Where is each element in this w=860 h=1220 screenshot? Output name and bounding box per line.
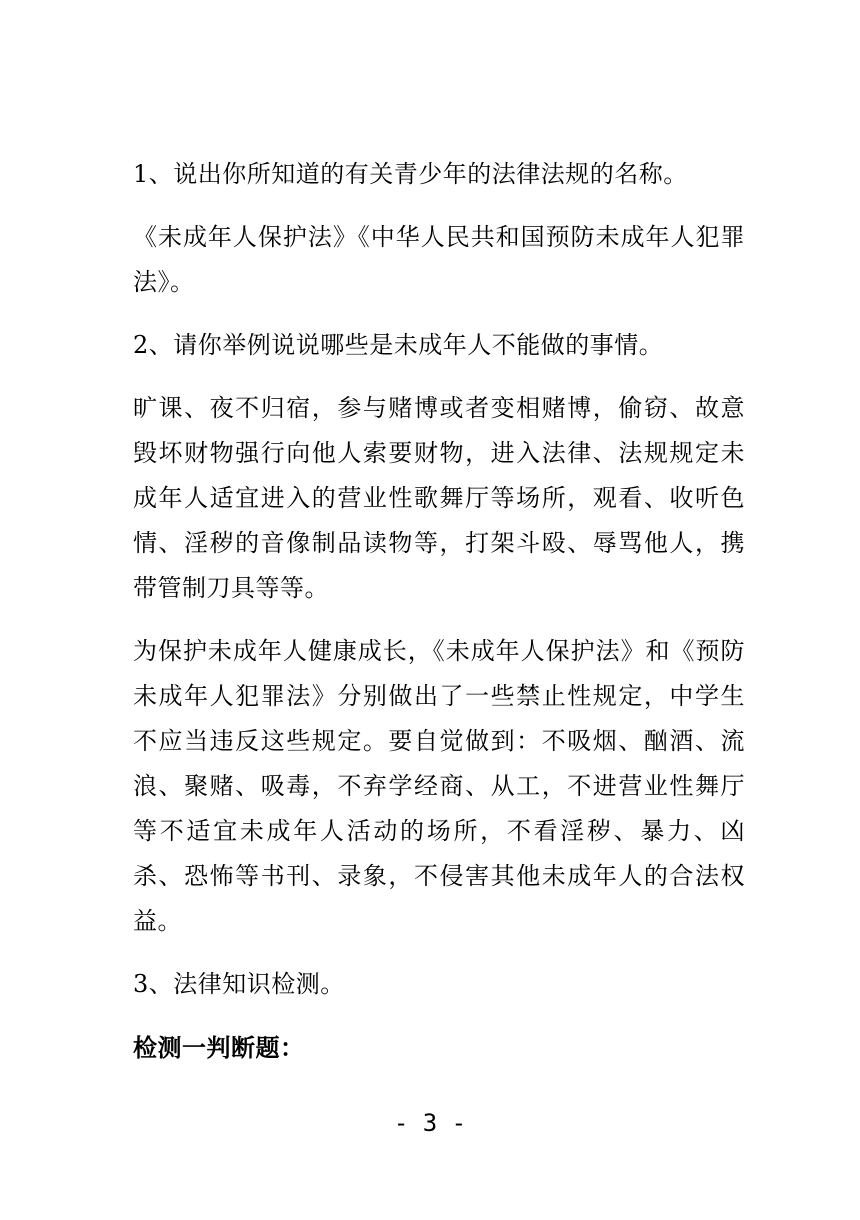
question-3: 3、法律知识检测。 bbox=[133, 970, 345, 998]
document-body bbox=[133, 152, 745, 1088]
answer-1: 《未成年人保护法》《中华人民共和国预防未成年人犯罪法》。 bbox=[133, 223, 745, 296]
page-number: - 3 - bbox=[393, 1109, 467, 1137]
section-heading-true-false: 检测一判断题： bbox=[133, 1033, 305, 1062]
answer-2: 旷课、夜不归宿，参与赌博或者变相赌博，偷窃、故意毁坏财物强行向他人索要财物，进入法律、法规规定未成年人适宜进入的营业性歌舞厅等场所，观看、收听色情、淫秽的音像制品读物等，打架斗殴、辱骂他人，携带管制刀具等等。 bbox=[133, 394, 745, 602]
question-2: 2、请你举例说说哪些是未成年人不能做的事情。 bbox=[133, 331, 664, 359]
explanation-paragraph: 为保护未成年人健康成长，《未成年人保护法》和《预防未成年人犯罪法》分别做出了一些禁止性规定，中学生不应当违反这些规定。要自觉做到：不吸烟、酗酒、流浪、聚赌、吸毒，不弃学经商、从工，不进营业性舞厅等不适宜未成年人活动的场所，不看淫秽、暴力、凶杀、恐怖等书刊、录象，不侵害其他未成年人的合法权益。 bbox=[133, 637, 745, 935]
question-1: 1、说出你所知道的有关青少年的法律法规的名称。 bbox=[133, 160, 688, 188]
